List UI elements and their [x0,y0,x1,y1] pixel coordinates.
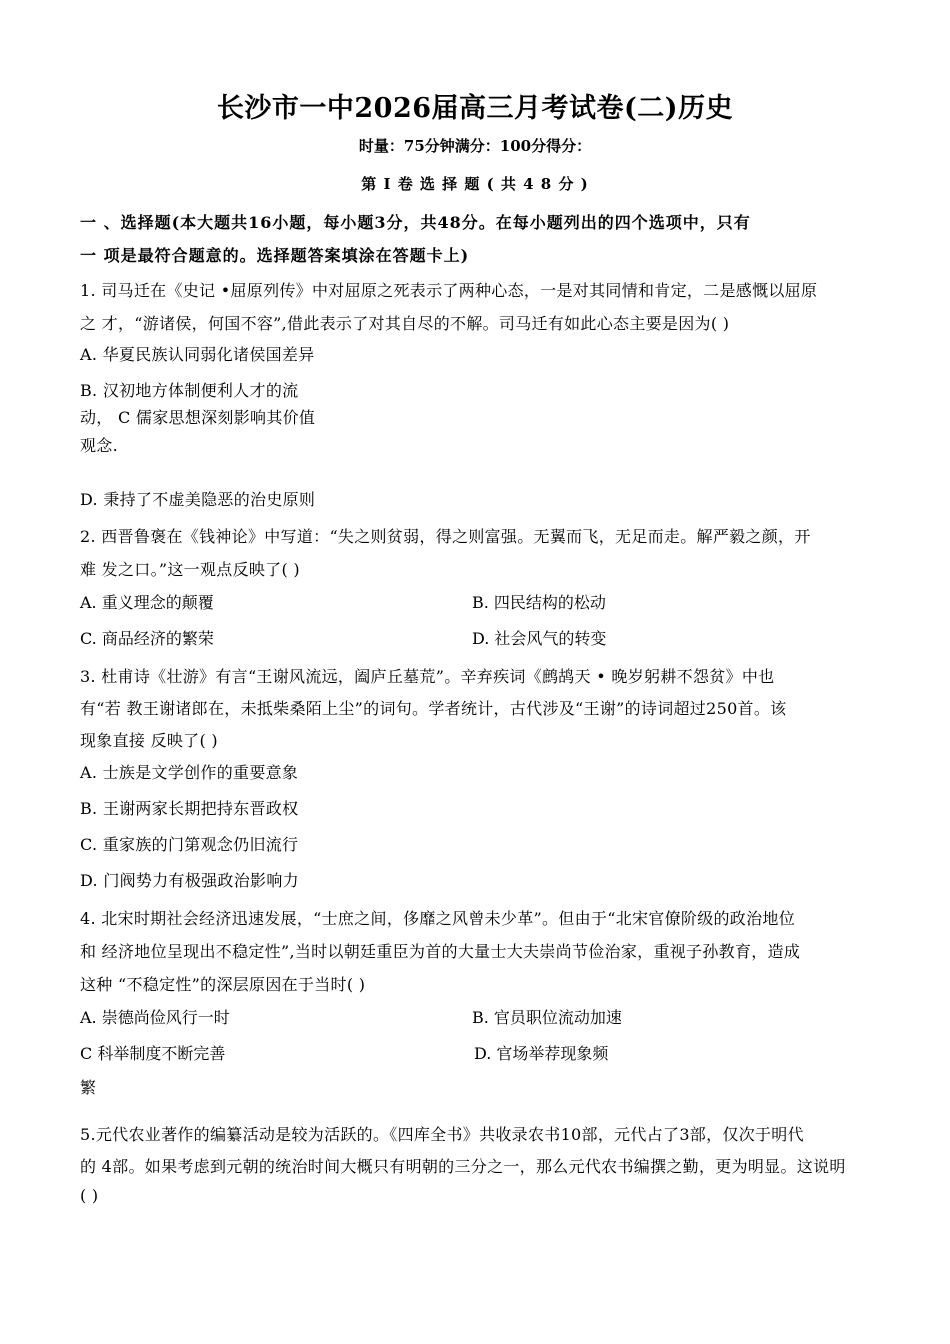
q2-option-d: D. 社会风气的转变 [472,629,607,648]
instruction-line-2: 一 项是最符合题意的。选择题答案填涂在答题卡上) [80,246,470,265]
q5-stem-line-1: 5.元代农业著作的编纂活动是较为活跃的。《四库全书》共收录农书10部，元代占了3部，仅次于明代 [80,1125,804,1144]
q4-option-b: B. 官员职位流动加速 [472,1008,622,1027]
q3-option-c: C. 重家族的门第观念仍旧流行 [80,835,299,854]
q4-stem-line-2: 和 经济地位呈现出不稳定性”,当时以朝廷重臣为首的大量士大夫崇尚节俭治家，重视子孙教育，造成 [80,942,801,961]
q1-option-b-cont: 动， C 儒家思想深刻影响其价值 [80,408,316,427]
q4-stem-line-3: 这种 “不稳定性”的深层原因在于当时( ) [80,975,366,994]
q2-option-a: A. 重义理念的颠覆 [80,593,214,612]
exam-subtitle: 时量：75分钟满分：100分得分： [358,137,592,155]
q2-option-c: C. 商品经济的繁荣 [80,629,214,648]
exam-title: 长沙市一中2026届高三月考试卷(二)历史 [216,93,734,124]
section-heading: 第 I 卷 选 择 题 ( 共 4 8 分 ) [361,175,589,193]
q3-option-b: B. 王谢两家长期把持东晋政权 [80,799,299,818]
q1-stem-line-1: 1. 司马迁在《史记 •屈原列传》中对屈原之死表示了两种心态，一是对其同情和肯定，二是感慨以屈原 [80,281,818,300]
instruction-line-1: 一 、选择题(本大题共16小题，每小题3分，共48分。在每小题列出的四个选项中，只有 [80,213,751,232]
q4-option-a: A. 崇德尚俭风行一时 [80,1008,230,1027]
q2-option-b: B. 四民结构的松动 [472,593,606,612]
q2-stem-line-1: 2. 西晋鲁褒在《钱神论》中写道：“失之则贫弱，得之则富强。无翼而飞，无足而走。解严毅之颜，开 [80,527,811,546]
q3-stem-line-2: 有“若 教王谢诸郎在，未抵柴桑陌上尘”的词句。学者统计，古代涉及“王谢”的诗词超过250首。该 [80,699,787,718]
q4-option-c: C 科举制度不断完善 [80,1044,226,1063]
q1-option-b: B. 汉初地方体制便利人才的流 [80,381,299,400]
q1-stem-line-2: 之 才，“游诸侯，何国不容”,借此表示了对其自尽的不解。司马迁有如此心态主要是因为( ) [80,314,730,333]
q1-option-d: D. 秉持了不虚美隐恶的治史原则 [80,490,316,509]
q5-stem-line-2: 的 4部。如果考虑到元朝的统治时间大概只有明朝的三分之一，那么元代农书编撰之勤，更为明显。这说明 [80,1157,846,1176]
q2-stem-line-2: 难 发之口。”这一观点反映了( ) [80,560,300,579]
q1-option-c-cont: 观念. [80,436,118,455]
q3-option-a: A. 士族是文学创作的重要意象 [80,763,299,782]
q3-stem-line-1: 3. 杜甫诗《壮游》有言“王谢风流远，阖庐丘墓荒”。辛弃疾词《鹧鸪天 • 晚岁躬耕不怨贫》中也 [80,667,775,686]
q3-option-d: D. 门阀势力有极强政治影响力 [80,871,299,890]
q4-stem-line-1: 4. 北宋时期社会经济迅速发展，“士庶之间，侈靡之风曾未少革”。但由于“北宋官僚阶级的政治地位 [80,909,795,928]
q4-option-d-cont: 繁 [80,1078,97,1097]
q3-stem-line-3: 现象直接 反映了( ) [80,731,218,750]
q4-option-d: D. 官场举荐现象频 [474,1044,609,1063]
q5-stem-line-3: ( ) [80,1186,99,1205]
q1-option-a: A. 华夏民族认同弱化诸侯国差异 [80,345,315,364]
